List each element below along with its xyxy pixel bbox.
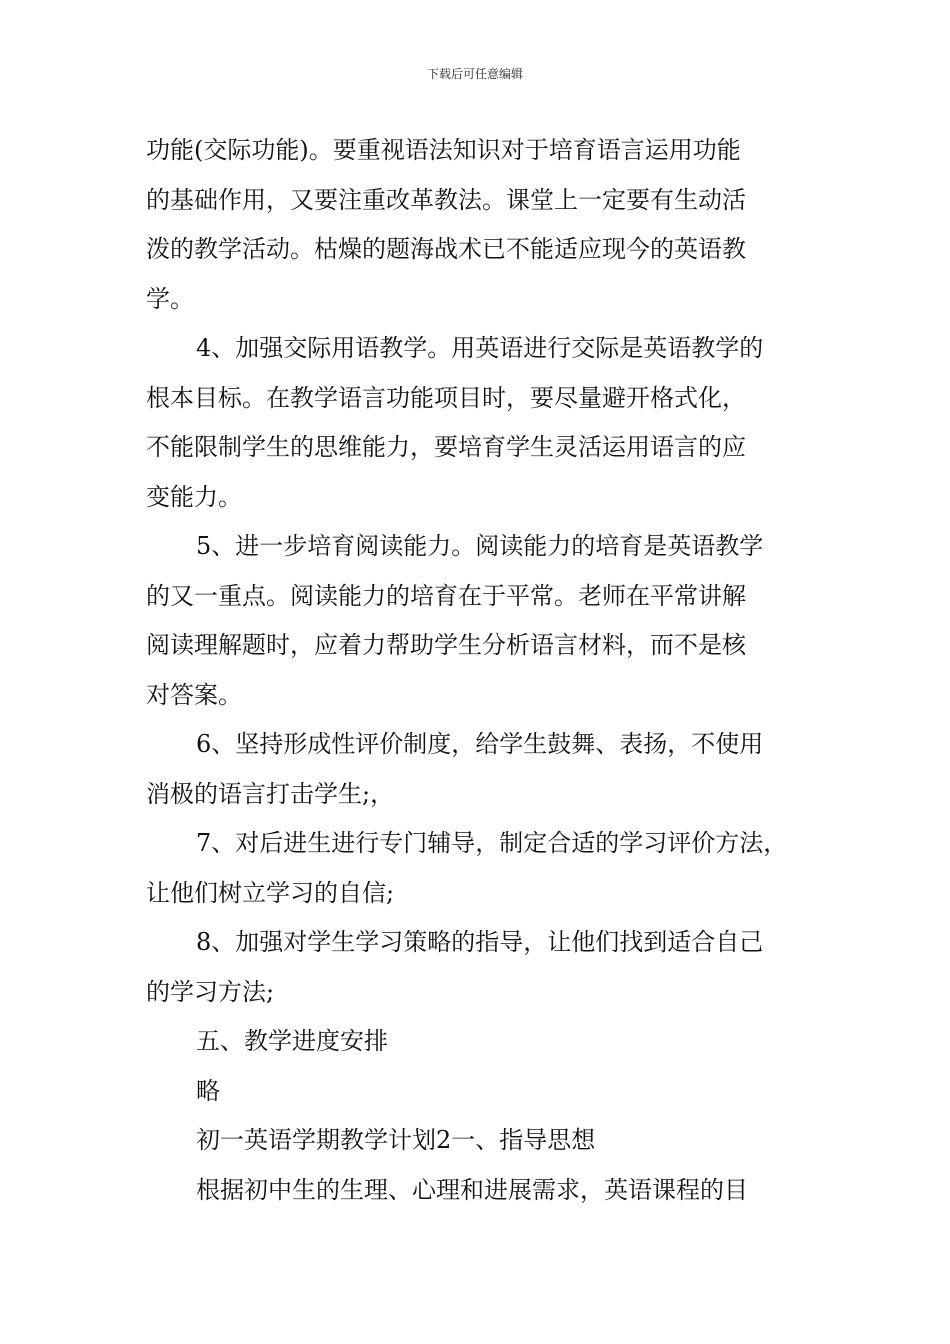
- text-line: 的又一重点。阅读能力的培育在于平常。老师在平常讲解: [146, 581, 746, 610]
- text-line: 的学习方法;: [146, 977, 275, 1006]
- text-line: 学。: [146, 284, 194, 313]
- text-line: 8、加强对学生学习策略的指导，让他们找到适合自己: [196, 928, 764, 956]
- text-line: 泼的教学活动。枯燥的题海战术已不能适应现今的英语教: [146, 235, 746, 263]
- text-line: 让他们树立学习的自信;: [146, 878, 395, 907]
- text-line: 5、进一步培育阅读能力。阅读能力的培育是英语教学: [196, 532, 764, 560]
- text-line: 对答案。: [146, 680, 242, 709]
- text-line: 的基础作用，又要注重改革教法。课堂上一定要有生动活: [146, 185, 746, 214]
- text-line: 初一英语学期教学计划2一、指导思想: [196, 1126, 596, 1154]
- text-line: 不能限制学生的思维能力，要培育学生灵活运用语言的应: [146, 433, 746, 461]
- page-header: 下载后可任意编辑: [426, 67, 523, 81]
- text-line: 略: [196, 1076, 220, 1105]
- text-line: 消极的语言打击学生;，: [146, 779, 395, 808]
- text-line: 7、对后进生进行专门辅导，制定合适的学习评价方法，: [196, 829, 788, 857]
- document-body: [146, 126, 810, 1215]
- text-line: 6、坚持形成性评价制度，给学生鼓舞、表扬，不使用: [196, 730, 764, 758]
- text-line: 根据初中生的生理、心理和进展需求，英语课程的目: [196, 1175, 748, 1204]
- text-line: 阅读理解题时，应着力帮助学生分析语言材料，而不是核: [146, 631, 746, 659]
- text-line: 4、加强交际用语教学。用英语进行交际是英语教学的: [196, 334, 764, 362]
- text-line: 变能力。: [146, 482, 242, 511]
- text-line: 根本目标。在教学语言功能项目时，要尽量避开格式化，: [146, 383, 746, 412]
- text-line: 功能(交际功能)。要重视语法知识对于培育语言运用功能: [146, 136, 741, 164]
- text-line: 五、教学进度安排: [196, 1027, 388, 1055]
